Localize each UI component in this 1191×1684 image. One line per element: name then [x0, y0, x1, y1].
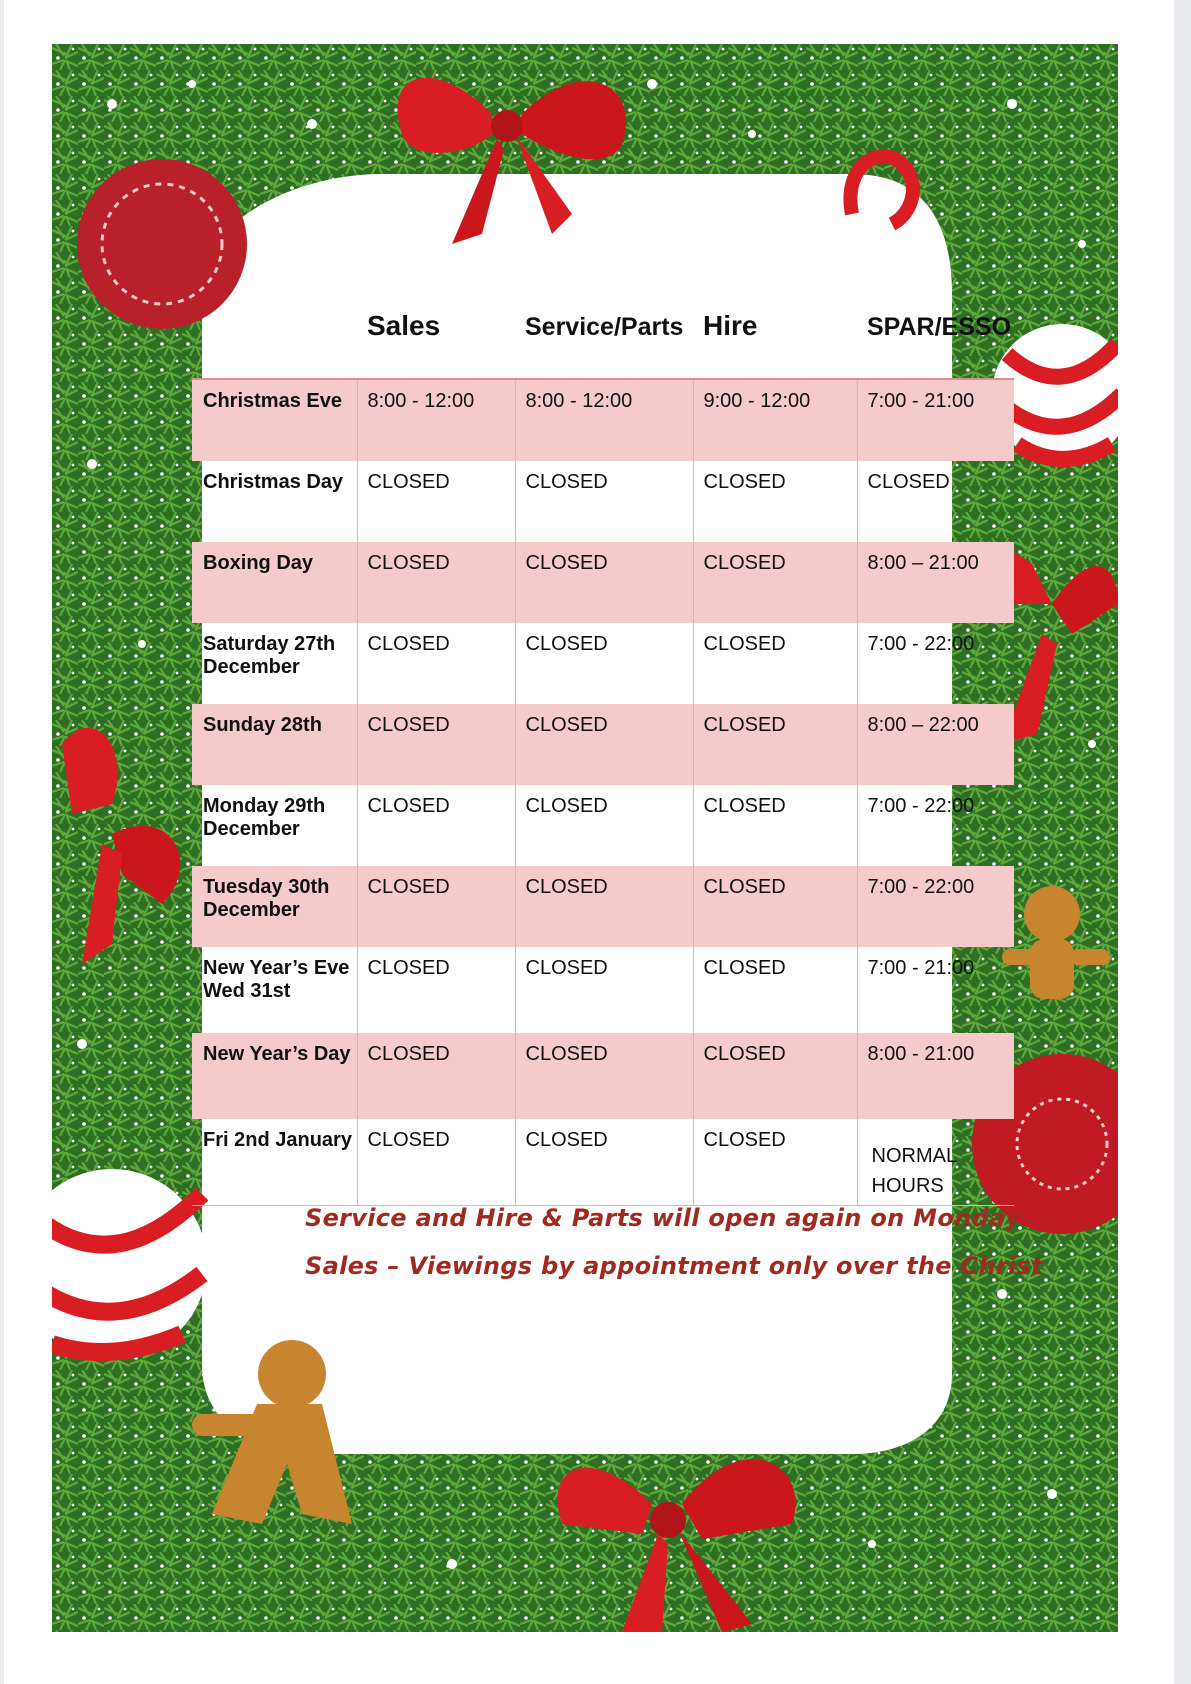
- normal-hours-text: NORMAL HOURS: [871, 1145, 957, 1197]
- sales-cell: CLOSED: [357, 866, 515, 947]
- table-row: [192, 379, 1014, 461]
- service-cell: CLOSED: [515, 704, 693, 785]
- header-hire: Hire: [703, 310, 758, 341]
- hire-cell: CLOSED: [693, 623, 857, 704]
- table-row: [192, 461, 1014, 542]
- service-cell: CLOSED: [515, 785, 693, 866]
- service-cell: CLOSED: [515, 461, 693, 542]
- sales-cell: CLOSED: [357, 623, 515, 704]
- sales-cell: CLOSED: [357, 1033, 515, 1119]
- hire-cell: CLOSED: [693, 704, 857, 785]
- hire-cell: CLOSED: [693, 1119, 857, 1205]
- spar-cell: 7:00 - 21:00: [857, 379, 1014, 461]
- reopen-notice: Service and Hire & Parts will open again on Monday: [305, 1204, 1021, 1232]
- spar-cell: 8:00 – 21:00: [857, 542, 1014, 623]
- hire-cell: CLOSED: [693, 866, 857, 947]
- sales-cell: 8:00 - 12:00: [357, 379, 515, 461]
- service-cell: CLOSED: [515, 542, 693, 623]
- day-cell: Tuesday 30th December: [192, 866, 357, 947]
- header-service-parts: Service/Parts: [525, 313, 684, 341]
- spar-cell: CLOSED: [857, 461, 1014, 542]
- spar-cell: 7:00 - 22:00: [857, 785, 1014, 866]
- day-cell: Boxing Day: [192, 542, 357, 623]
- service-cell: CLOSED: [515, 1119, 693, 1205]
- spar-cell: 7:00 - 21:00: [857, 947, 1014, 1033]
- service-cell: CLOSED: [515, 947, 693, 1033]
- sales-cell: CLOSED: [357, 785, 515, 866]
- spar-cell: 7:00 - 22:00: [857, 866, 1014, 947]
- table-row: [192, 1033, 1014, 1119]
- hire-cell: CLOSED: [693, 947, 857, 1033]
- table-row: [192, 785, 1014, 866]
- day-cell: New Year’s Day: [192, 1033, 357, 1119]
- document-page: [4, 0, 1174, 1684]
- header-spar-esso: SPAR/ESSO: [867, 313, 1012, 341]
- spar-cell: 8:00 - 21:00: [857, 1033, 1014, 1119]
- sales-cell: CLOSED: [357, 1119, 515, 1205]
- hire-cell: CLOSED: [693, 785, 857, 866]
- table-header-row: [192, 300, 1014, 379]
- spar-cell: [857, 1119, 1014, 1205]
- day-cell: Saturday 27th December: [192, 623, 357, 704]
- day-cell: Christmas Eve: [192, 379, 357, 461]
- table-row: [192, 947, 1014, 1033]
- table-row: [192, 1119, 1014, 1205]
- header-sales: Sales: [367, 310, 441, 341]
- hire-cell: CLOSED: [693, 542, 857, 623]
- hire-cell: 9:00 - 12:00: [693, 379, 857, 461]
- holiday-hours-table: [192, 300, 1014, 1206]
- service-cell: CLOSED: [515, 1033, 693, 1119]
- hire-cell: CLOSED: [693, 1033, 857, 1119]
- table-row: [192, 623, 1014, 704]
- sales-cell: CLOSED: [357, 704, 515, 785]
- sales-cell: CLOSED: [357, 461, 515, 542]
- service-cell: CLOSED: [515, 866, 693, 947]
- sales-cell: CLOSED: [357, 947, 515, 1033]
- day-cell: Christmas Day: [192, 461, 357, 542]
- day-cell: New Year’s Eve Wed 31st: [192, 947, 357, 1033]
- header-empty: [192, 300, 357, 379]
- spar-cell: 7:00 - 22:00: [857, 623, 1014, 704]
- sales-viewing-notice: Sales – Viewings by appointment only over the Christ: [305, 1252, 1043, 1280]
- service-cell: 8:00 - 12:00: [515, 379, 693, 461]
- table-row: [192, 542, 1014, 623]
- spar-cell: 8:00 – 22:00: [857, 704, 1014, 785]
- day-cell: Monday 29th December: [192, 785, 357, 866]
- day-cell: Fri 2nd January: [192, 1119, 357, 1205]
- table-row: [192, 866, 1014, 947]
- sales-cell: CLOSED: [357, 542, 515, 623]
- table-row: [192, 704, 1014, 785]
- service-cell: CLOSED: [515, 623, 693, 704]
- hire-cell: CLOSED: [693, 461, 857, 542]
- day-cell: Sunday 28th: [192, 704, 357, 785]
